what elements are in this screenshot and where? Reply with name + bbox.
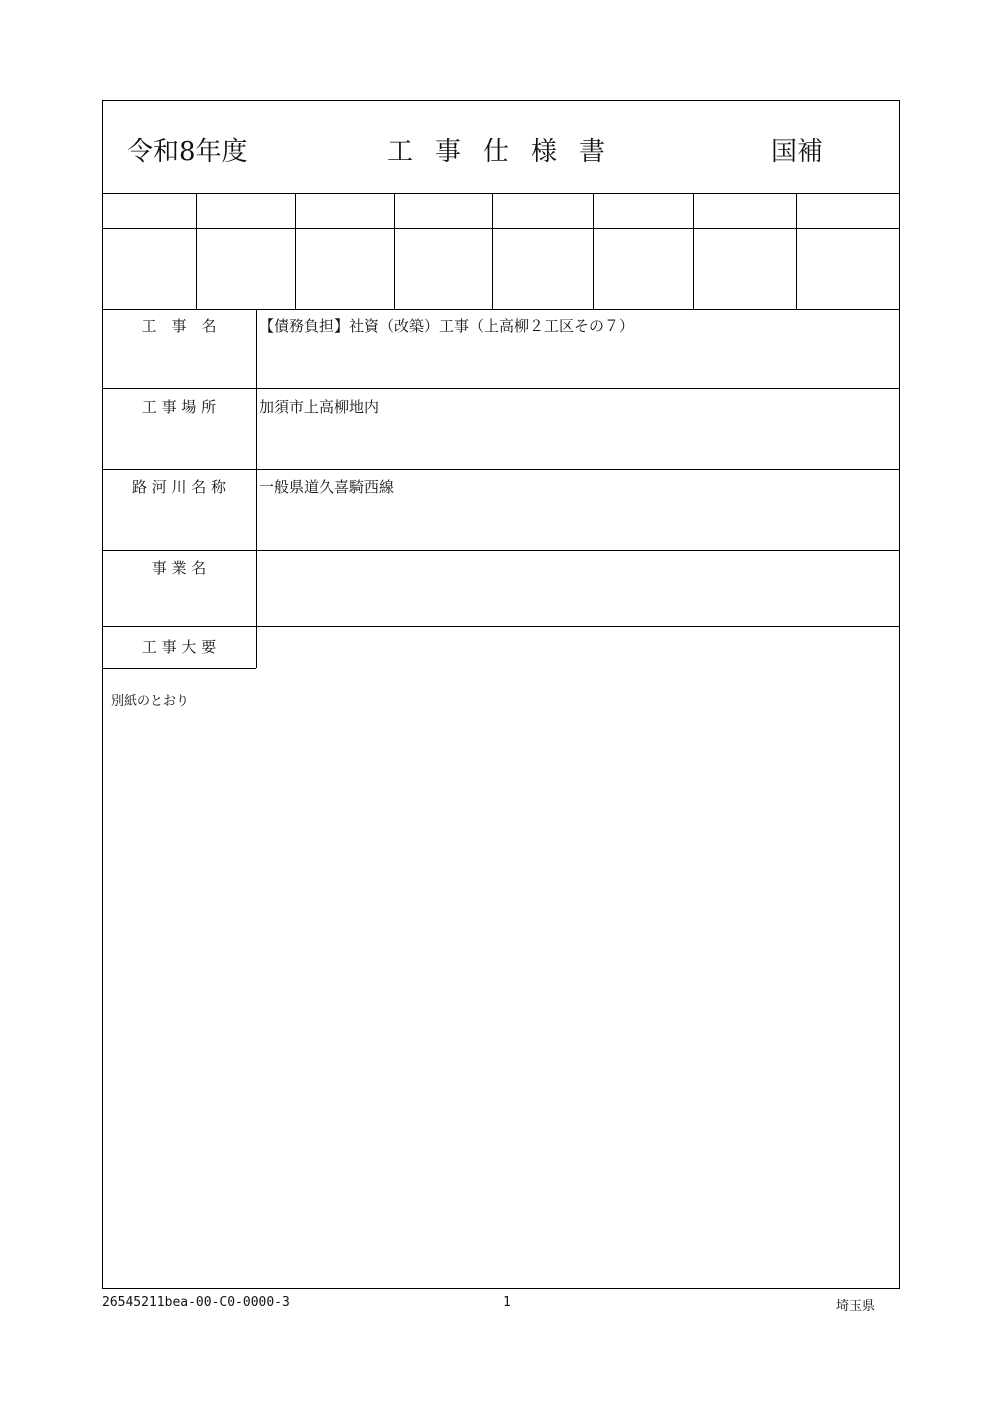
subsidy-tag: 国補	[771, 137, 824, 167]
grid-col-2	[295, 193, 296, 309]
document-code: 26545211bea-00-C0-0000-3	[102, 1295, 290, 1310]
road-river-name-label: 路 河 川 名 称	[131, 478, 227, 496]
construction-site-value: 加須市上高柳地内	[259, 398, 380, 416]
grid-col-4	[492, 193, 493, 309]
issuer-name: 埼玉県	[836, 1299, 876, 1314]
row-divider-4	[103, 626, 899, 627]
grid-col-1	[196, 193, 197, 309]
summary-label-bottom	[103, 668, 256, 669]
grid-col-5	[593, 193, 594, 309]
approval-grid-bottom	[103, 309, 899, 310]
page-number: 1	[503, 1295, 511, 1310]
grid-col-3	[394, 193, 395, 309]
summary-note: 別紙のとおり	[111, 694, 190, 709]
construction-site-label: 工 事 場 所	[141, 398, 217, 416]
construction-name-value: 【債務負担】社資（改築）工事（上高柳２工区その７）	[259, 317, 635, 335]
grid-col-7	[796, 193, 797, 309]
fiscal-year-label: 令和8年度	[127, 137, 248, 167]
row-divider-2	[103, 469, 899, 470]
road-river-name-value: 一般県道久喜騎西線	[259, 478, 395, 496]
approval-grid-divider	[103, 228, 899, 229]
specification-sheet-frame	[102, 100, 900, 1289]
title-divider	[103, 193, 899, 194]
label-column-separator	[256, 309, 257, 668]
document-title: 工事仕様書	[387, 137, 628, 167]
construction-name-label: 工 事 名	[141, 317, 217, 335]
grid-col-6	[693, 193, 694, 309]
project-name-label: 事 業 名	[151, 559, 207, 577]
row-divider-1	[103, 388, 899, 389]
construction-summary-label: 工 事 大 要	[141, 638, 217, 656]
row-divider-3	[103, 550, 899, 551]
